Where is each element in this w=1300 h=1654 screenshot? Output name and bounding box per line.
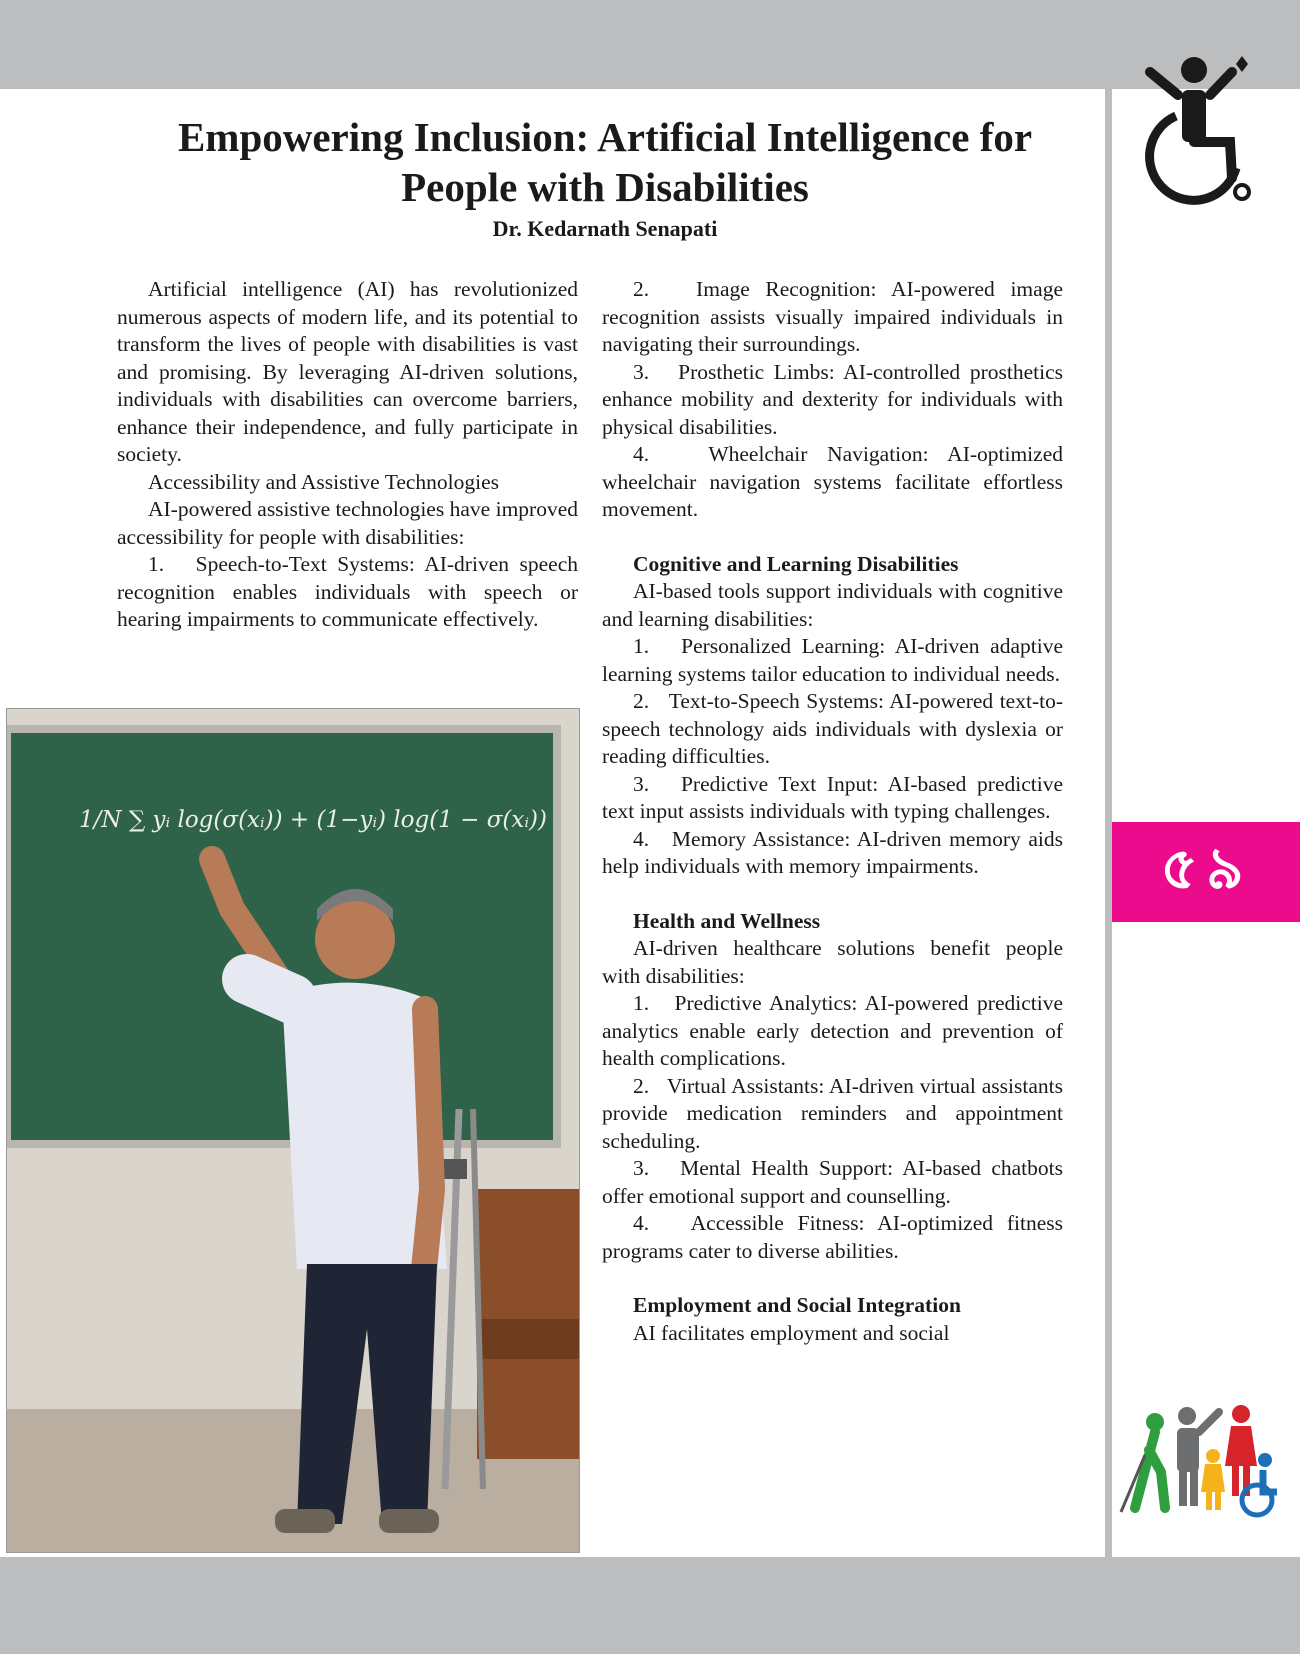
title-line-1: Empowering Inclusion: Artificial Intelligence for — [177, 114, 1033, 160]
paragraph: AI-powered assistive technologies have improved accessibility for people with disabilities: — [117, 497, 578, 549]
list-item: 4. Memory Assistance: AI-driven memory aids help individuals with memory impairments. — [602, 826, 1063, 878]
author-name: Dr. Kedarnath Senapati — [492, 216, 718, 241]
bottom-band — [0, 1557, 1300, 1654]
article-title — [110, 112, 1100, 212]
paragraph: AI-driven healthcare solutions benefit people with disabilities: — [602, 936, 1063, 988]
side-divider — [1105, 89, 1112, 1557]
list-item: 2. Virtual Assistants: AI-driven virtual assistants provide medication reminders and appointment scheduling. — [602, 1073, 1063, 1153]
list-item: 4. Accessible Fitness: AI-optimized fitness programs cater to diverse abilities. — [602, 1211, 1063, 1263]
paragraph: AI facilitates employment and social — [633, 1320, 950, 1345]
paragraph: Artificial intelligence (AI) has revolutionized numerous aspects of modern life, and its potential to transform the lives of people with disabilities is vast and promising. By leveraging AI-driven solutions, individuals with disabilities can overcome barriers, enhance their independence, and fully participate in society. — [117, 277, 578, 466]
page-number-tab: ৫৯ — [1112, 822, 1300, 922]
list-item: 2. Image Recognition: AI-powered image recognition assists visually impaired individuals in navigating their surroundings. — [602, 277, 1063, 356]
list-item: 1. Personalized Learning: AI-driven adaptive learning systems tailor education to individual needs. — [602, 634, 1063, 686]
board-formula: 1/N ∑ yᵢ log(σ(xᵢ)) + (1−yᵢ) log(1 − σ(xᵢ)) — [79, 807, 547, 833]
right-column — [602, 276, 1063, 1347]
list-item: 3. Predictive Text Input: AI-based predictive text input assists individuals with typing challenges. — [602, 771, 1063, 823]
list-item: 3. Mental Health Support: AI-based chatbots offer emotional support and counselling. — [602, 1156, 1063, 1208]
paragraph: AI-based tools support individuals with cognitive and learning disabilities: — [602, 579, 1063, 631]
list-item: 1. Predictive Analytics: AI-powered predictive analytics enable early detection and prevention of health complications. — [602, 991, 1063, 1070]
list-item: 4. Wheelchair Navigation: AI-optimized wheelchair navigation systems facilitate effortless movement. — [602, 442, 1063, 521]
section-heading: Health and Wellness — [633, 908, 821, 933]
title-line-2: People with Disabilities — [401, 164, 809, 210]
top-band — [0, 0, 1300, 89]
section-heading: Employment and Social Integration — [633, 1293, 961, 1317]
list-item: 3. Prosthetic Limbs: AI-controlled prosthetics enhance mobility and dexterity for individuals with physical disabilities. — [602, 359, 1063, 439]
section-heading: Cognitive and Learning Disabilities — [633, 551, 959, 576]
list-item: 1. Speech-to-Text Systems: AI-driven speech recognition enables individuals with speech or hearing impairments to communicate effectively. — [117, 552, 578, 631]
author-photo — [6, 708, 580, 1553]
paragraph: Accessibility and Assistive Technologies — [148, 469, 500, 494]
left-column — [117, 276, 578, 634]
wheelchair-user-icon — [1120, 50, 1260, 210]
classroom-photo — [7, 709, 579, 1552]
list-item: 2. Text-to-Speech Systems: AI-powered text-to-speech technology aids individuals with dyslexia or reading difficulties. — [602, 689, 1063, 768]
inclusive-people-icon — [1115, 1400, 1280, 1520]
